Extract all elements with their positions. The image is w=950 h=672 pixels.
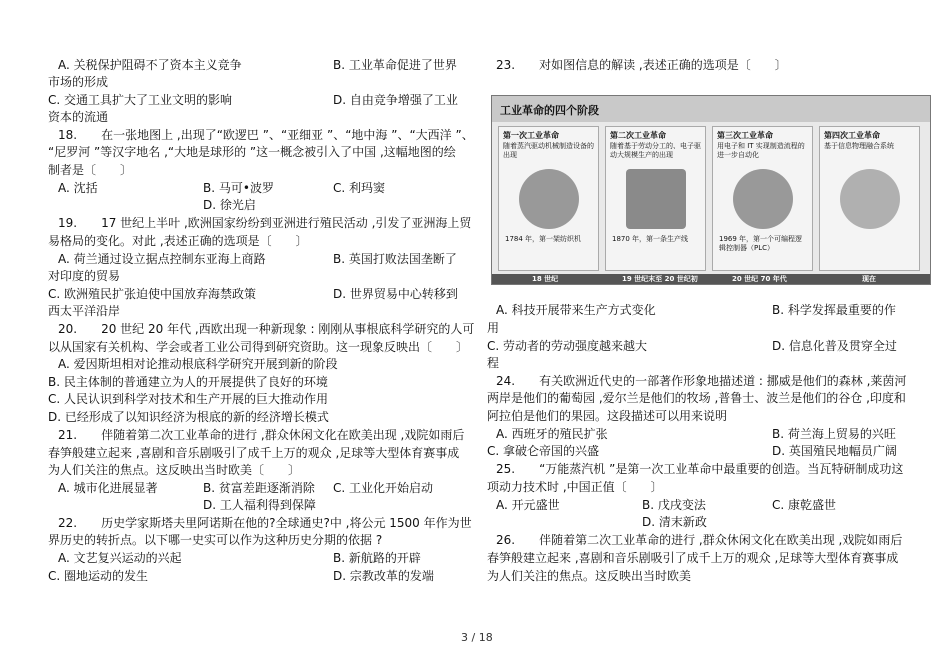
q25-option-a[interactable]: A. 开元盛世 bbox=[496, 498, 560, 512]
q17-option-a[interactable]: A. 关税保护阻碍不了资本主义竞争 bbox=[58, 58, 242, 72]
q21-option-d[interactable]: D. 工人福利得到保障 bbox=[203, 498, 316, 512]
q24-option-a[interactable]: A. 西班牙的殖民扩张 bbox=[496, 427, 608, 441]
figure-panel-2 bbox=[605, 126, 706, 271]
robot-arm-image bbox=[733, 169, 793, 229]
q20-option-b[interactable]: B. 民主体制的普通建立为人的开展提供了良好的环境 bbox=[48, 375, 328, 389]
q22-stem-line1: 22. 历史学家斯塔夫里阿诺斯在他的?全球通史?中 ,将公元 1500 年作为世 bbox=[58, 516, 472, 530]
q25-option-c[interactable]: C. 康乾盛世 bbox=[772, 498, 837, 512]
q23-option-a[interactable]: A. 科技开展带来生产方式变化 bbox=[496, 303, 656, 317]
q25-option-d[interactable]: D. 清末新政 bbox=[642, 515, 707, 529]
q24-option-b[interactable]: B. 荷兰海上贸易的兴旺 bbox=[772, 427, 896, 441]
panel-caption: 1870 年，第一条生产线 bbox=[612, 235, 689, 243]
q18-stem-line3: 制者是〔 〕 bbox=[48, 163, 133, 177]
q18-stem-line1: 18. 在一张地图上 ,出现了“欧逻巴 ”、“亚细亚 ”、“地中海 ”、“大西洋 ”、 bbox=[58, 128, 474, 142]
panel-heading: 第三次工业革命 bbox=[717, 131, 773, 140]
q17-option-b-cont: 市场的形成 bbox=[48, 75, 109, 89]
q17-option-c[interactable]: C. 交通工具扩大了工业文明的影响 bbox=[48, 93, 233, 107]
q24-stem-line1: 24. 有关欧洲近代史的一部著作形象地描述道 : 挪威是他们的森林 ,莱茵河 bbox=[496, 374, 907, 388]
q19-option-b-cont: 对印度的贸易 bbox=[48, 269, 121, 283]
q17-option-b[interactable]: B. 工业革命促进了世界 bbox=[333, 58, 457, 72]
panel-heading: 第四次工业革命 bbox=[824, 131, 880, 140]
q23-option-b-cont: 用 bbox=[487, 321, 500, 335]
q26-stem-line1: 26. 伴随着第二次工业革命的进行 ,群众休闲文化在欧美出现 ,戏院如雨后 bbox=[496, 533, 903, 547]
q21-stem-line3: 为人们关注的焦点。这反映出当时欧美〔 〕 bbox=[48, 463, 301, 477]
q17-option-d[interactable]: D. 自由竞争增强了工业 bbox=[333, 93, 458, 107]
q20-option-c[interactable]: C. 人民认识到科学对技术和生产开展的巨大推动作用 bbox=[48, 392, 329, 406]
q25-option-b[interactable]: B. 戊戌变法 bbox=[642, 498, 706, 512]
q20-option-a[interactable]: A. 爱因斯坦相对论推动根底科学研究开展到新的阶段 bbox=[58, 357, 338, 371]
q18-option-d[interactable]: D. 徐光启 bbox=[203, 198, 256, 212]
cyber-physical-system-image bbox=[840, 169, 900, 229]
q18-option-c[interactable]: C. 利玛窦 bbox=[333, 181, 386, 195]
q23-option-c[interactable]: C. 劳动者的劳动强度越来越大 bbox=[487, 339, 648, 353]
timeline-label-1: 18 世纪 bbox=[532, 275, 559, 283]
q19-option-c[interactable]: C. 欧洲殖民扩张迫使中国放弃海禁政策 bbox=[48, 287, 257, 301]
q26-stem-line3: 为人们关注的焦点。这反映出当时欧美 bbox=[487, 569, 692, 583]
page-number: 3 / 18 bbox=[461, 631, 493, 644]
q18-option-a[interactable]: A. 沈括 bbox=[58, 181, 98, 195]
q19-option-a[interactable]: A. 荷兰通过设立据点控制东亚海上商路 bbox=[58, 252, 266, 266]
panel-heading: 第二次工业革命 bbox=[610, 131, 666, 140]
q23-option-d-cont: 程 bbox=[487, 356, 500, 370]
q22-option-b[interactable]: B. 新航路的开辟 bbox=[333, 551, 421, 565]
q24-option-d[interactable]: D. 英国殖民地幅员广阔 bbox=[772, 444, 897, 458]
q19-option-b[interactable]: B. 英国打败法国垄断了 bbox=[333, 252, 457, 266]
q25-stem-line2: 项动力技术时 ,中国正值〔 〕 bbox=[487, 480, 663, 494]
panel-description: 随着基于劳动分工的、电子驱动大规模生产的出现 bbox=[610, 142, 701, 159]
q21-stem-line2: 春笋般建立起来 ,喜剧和音乐剧吸引了成千上万的观众 ,足球等大型体育赛事成 bbox=[48, 446, 460, 460]
industrial-revolution-figure bbox=[491, 95, 931, 285]
figure-panel-3 bbox=[712, 126, 813, 271]
figure-panel-1 bbox=[498, 126, 599, 271]
q24-stem-line2: 两岸是他们的葡萄园 ,爱尔兰是他们的牧场 ,普鲁士、波兰是他们的谷仓 ,印度和 bbox=[487, 391, 906, 405]
q26-stem-line2: 春笋般建立起来 ,喜剧和音乐剧吸引了成千上万的观众 ,足球等大型体育赛事成 bbox=[487, 551, 899, 565]
figure-header bbox=[492, 96, 930, 122]
q23-stem-line1: 23. 对如图信息的解读 ,表述正确的选项是〔 〕 bbox=[496, 58, 787, 72]
timeline-label-4: 现在 bbox=[862, 275, 876, 283]
q24-option-c[interactable]: C. 拿破仑帝国的兴盛 bbox=[487, 444, 600, 458]
q19-option-d-cont: 西太平洋沿岸 bbox=[48, 304, 121, 318]
figure-title: 工业革命的四个阶段 bbox=[500, 104, 599, 117]
q21-option-b[interactable]: B. 贫富差距逐渐消除 bbox=[203, 481, 315, 495]
q19-option-d[interactable]: D. 世界贸易中心转移到 bbox=[333, 287, 458, 301]
q21-stem-line1: 21. 伴随着第二次工业革命的进行 ,群众休闲文化在欧美出现 ,戏院如雨后 bbox=[58, 428, 465, 442]
panel-caption: 1784 年，第一架纺织机 bbox=[505, 235, 582, 243]
q21-option-c[interactable]: C. 工业化开始启动 bbox=[333, 481, 434, 495]
figure-panel-4 bbox=[819, 126, 920, 271]
q25-stem-line1: 25. “万能蒸汽机 ”是第一次工业革命中最重要的创造。当瓦特研制成功这 bbox=[496, 462, 904, 476]
timeline-label-3: 20 世纪 70 年代 bbox=[732, 275, 787, 283]
timeline-label-2: 19 世纪末至 20 世纪初 bbox=[622, 275, 698, 283]
q19-stem-line1: 19. 17 世纪上半叶 ,欧洲国家纷纷到亚洲进行殖民活动 ,引发了亚洲海上贸 bbox=[58, 216, 472, 230]
q21-option-a[interactable]: A. 城市化进展显著 bbox=[58, 481, 158, 495]
panel-description: 基于信息物理融合系统 bbox=[824, 142, 894, 150]
q18-stem-line2: “尼罗河 ”等汉字地名 ,“大地是球形的 ”这一概念被引入了中国 ,这幅地图的绘 bbox=[48, 145, 456, 159]
spinning-machine-image bbox=[519, 169, 579, 229]
q17-option-d-cont: 资本的流通 bbox=[48, 110, 109, 124]
q20-option-d[interactable]: D. 已经形成了以知识经济为根底的新的经济增长模式 bbox=[48, 410, 329, 424]
q23-option-d[interactable]: D. 信息化普及贯穿全过 bbox=[772, 339, 897, 353]
panel-heading: 第一次工业革命 bbox=[503, 131, 559, 140]
q23-option-b[interactable]: B. 科学发挥最重要的作 bbox=[772, 303, 896, 317]
q22-option-d[interactable]: D. 宗教改革的发端 bbox=[333, 569, 434, 583]
q20-stem-line2: 以从国家有关机构、学会或者工业公司得到研究资助。这一现象反映出〔 〕 bbox=[48, 340, 469, 354]
q19-stem-line2: 易格局的变化。对此 ,表述正确的选项是〔 〕 bbox=[48, 234, 308, 248]
q24-stem-line3: 阿拉伯是他们的果园。这段描述可以用来说明 bbox=[487, 409, 728, 423]
q18-option-b[interactable]: B. 马可•波罗 bbox=[203, 181, 274, 195]
panel-caption: 1969 年，第一个可编程逻辑控制器（PLC） bbox=[719, 235, 803, 252]
q22-stem-line2: 界历史的转折点。以下哪一史实可以作为这种历史分期的依据 ? bbox=[48, 533, 383, 547]
q22-option-a[interactable]: A. 文艺复兴运动的兴起 bbox=[58, 551, 182, 565]
q20-stem-line1: 20. 20 世纪 20 年代 ,西欧出现一种新现象 : 刚刚从事根底科学研究的人可 bbox=[58, 322, 475, 336]
panel-description: 用电子和 IT 实现制造流程的进一步自动化 bbox=[717, 142, 805, 159]
panel-description: 随着蒸汽驱动机械制造设备的出现 bbox=[503, 142, 594, 159]
q22-option-c[interactable]: C. 圈地运动的发生 bbox=[48, 569, 149, 583]
production-line-image bbox=[626, 169, 686, 229]
